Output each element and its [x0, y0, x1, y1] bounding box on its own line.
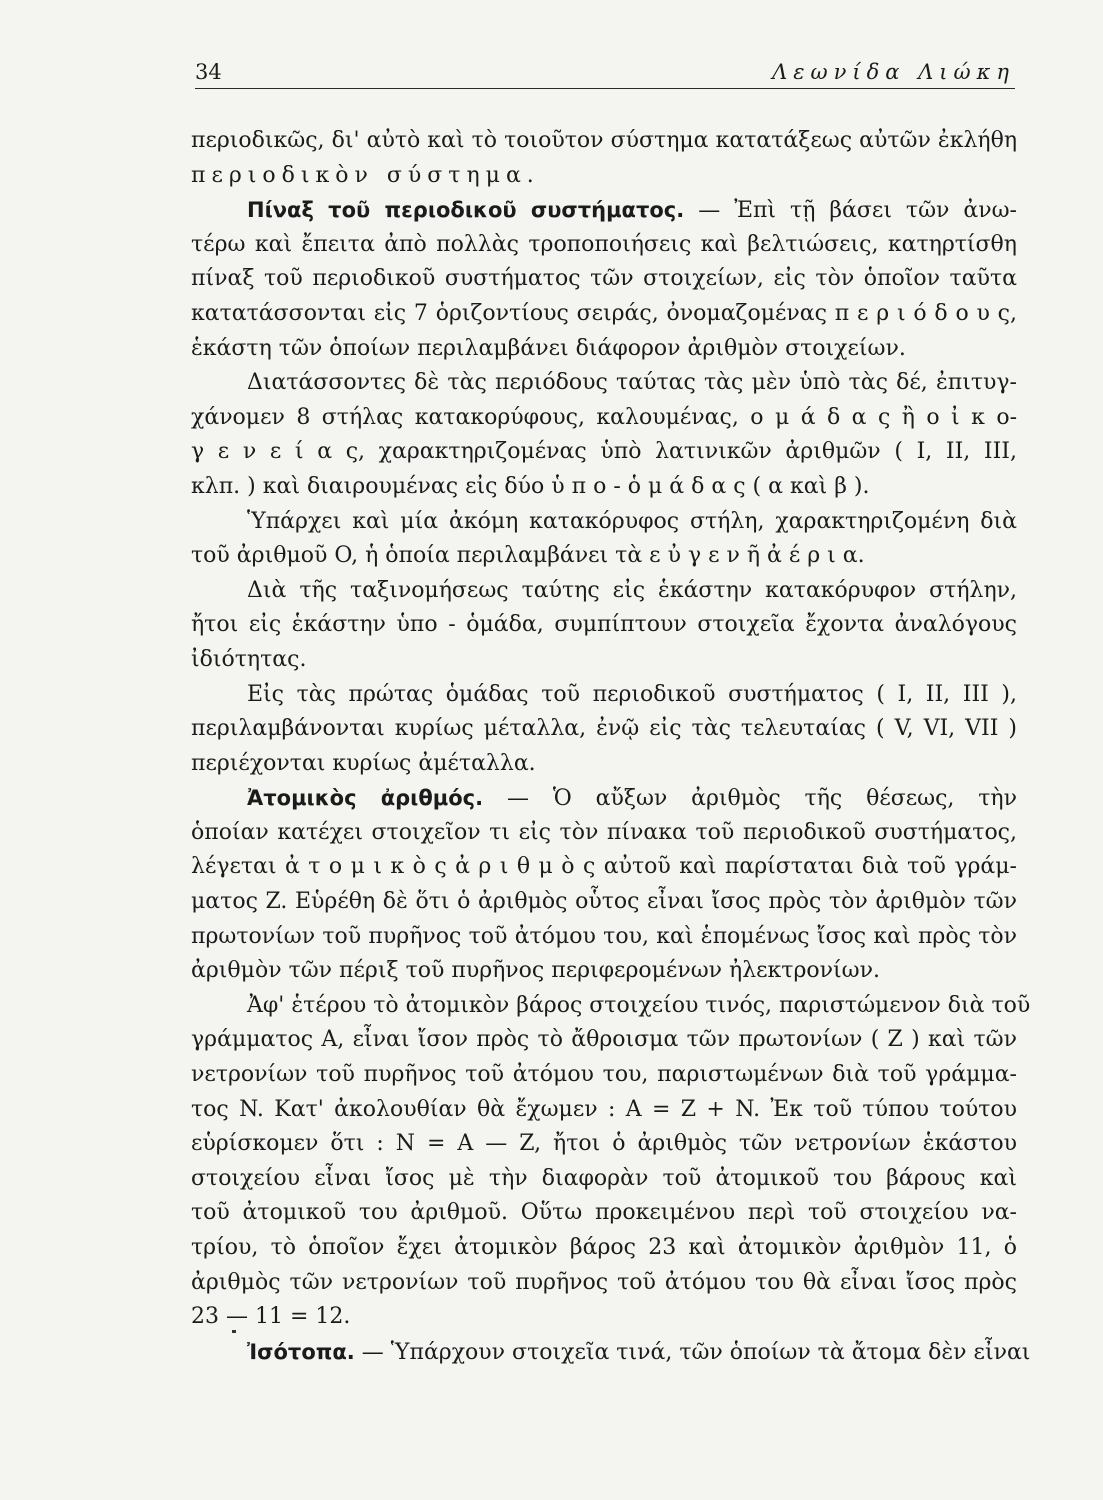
line-text: εὑρίσκομεν ὅτι : N = A — Z, ἤτοι ὁ ἀριθμὸς τῶν νετρονίων ἑκάστου: [191, 1131, 1017, 1157]
text-line: [191, 159, 1017, 194]
text-line: [191, 850, 1017, 885]
line-text: ἑκάστη τῶν ὁποίων περιλαμβάνει διάφορον ἀριθμὸν στοιχείων.: [191, 335, 906, 361]
text-line: [191, 401, 1017, 436]
text-line: [191, 366, 1017, 401]
text-line: [191, 193, 1017, 228]
text-line: [191, 262, 1017, 297]
line-text: ἀριθμὸς τῶν νετρονίων τοῦ πυρῆνος τοῦ ἀτόμου του θὰ εἶναι ἴσος πρὸς: [191, 1269, 1017, 1295]
line-text: κατατάσσονται εἰς 7 ὁριζοντίους σειράς, ὀνομαζομένας π ε ρ ι ό δ ο υ ς,: [191, 300, 1017, 326]
line-text: — Ὑπάρχουν στοιχεῖα τινά, τῶν ὁποίων τὰ ἄτομα δὲν εἶναι: [354, 1339, 1031, 1365]
line-text: γ ε ν ε ί α ς, χαρακτηριζομένας ὑπὸ λατινικῶν ἀριθμῶν ( I, II, III,: [191, 439, 1017, 465]
text-line: [191, 1335, 1031, 1370]
text-line: [191, 1162, 1017, 1197]
line-text: — Ὁ αὔξων ἀριθμὸς τῆς θέσεως, τὴν: [483, 786, 1017, 812]
text-line: [191, 1196, 1017, 1231]
text-line: [191, 816, 1017, 851]
line-text: περιοδικὸν σύστημα.: [191, 162, 540, 188]
text-line: [191, 608, 1017, 643]
body-text: [191, 124, 1031, 1369]
page-number: 34: [195, 60, 222, 84]
line-text: 23 — 11 = 12.: [191, 1304, 351, 1330]
text-line: [191, 505, 1017, 540]
line-text: περιλαμβάνονται κυρίως μέταλλα, ἐνῷ εἰς τὰς τελευταίας ( V, VI, VII ): [191, 716, 1017, 742]
line-text: τέρω καὶ ἔπειτα ἀπὸ πολλὰς τροποποιήσεις καὶ βελτιώσεις, κατηρτίσθη: [191, 231, 1017, 257]
section-heading: Ἰσότοπα.: [247, 1339, 355, 1364]
line-text: περιέχονται κυρίως ἀμέταλλα.: [191, 750, 536, 776]
text-line: [191, 470, 1017, 505]
line-text: τος N. Κατ' ἀκολουθίαν θὰ ἔχωμεν : A = Z + N. Ἐκ τοῦ τύπου τούτου: [191, 1096, 1017, 1122]
line-text: τοῦ ἀριθμοῦ O, ἡ ὁποία περιλαμβάνει τὰ ε ὐ γ ε ν ῆ ἀ έ ρ ι α.: [191, 543, 865, 569]
line-text: Διατάσσοντες δὲ τὰς περιόδους ταύτας τὰς μὲν ὑπὸ τὰς δέ, ἐπιτυγ-: [247, 370, 1017, 396]
line-text: — Ἐπὶ τῇ βάσει τῶν ἀνω-: [684, 198, 1017, 224]
text-line: [191, 1093, 1017, 1128]
text-line: [191, 747, 1017, 782]
text-line: [191, 885, 1017, 920]
line-text: τοῦ ἀτομικοῦ του ἀριθμοῦ. Οὕτω προκειμένου περὶ τοῦ στοιχείου να-: [191, 1200, 1017, 1226]
text-line: [191, 1300, 1017, 1335]
line-text: ἰδιότητας.: [191, 646, 307, 672]
line-text: πρωτονίων τοῦ πυρῆνος τοῦ ἀτόμου του, καὶ ἑπομένως ἴσος καὶ πρὸς τὸν: [191, 923, 1017, 949]
text-line: [191, 539, 1017, 574]
line-text: Εἰς τὰς πρώτας ὁμάδας τοῦ περιοδικοῦ συστήματος ( I, II, III ),: [247, 681, 1017, 707]
text-line: [191, 1266, 1017, 1301]
line-text: ματος Z. Εὑρέθη δὲ ὅτι ὁ ἀριθμὸς οὗτος εἶναι ἴσος πρὸς τὸν ἀριθμὸν τῶν: [191, 889, 1017, 915]
line-text: νετρονίων τοῦ πυρῆνος τοῦ ἀτόμου του, παριστωμένων διὰ τοῦ γράμμα-: [191, 1062, 1017, 1088]
line-text: πίναξ τοῦ περιοδικοῦ συστήματος τῶν στοιχείων, εἰς τὸν ὁποῖον ταῦτα: [191, 266, 1017, 292]
text-line: [191, 435, 1017, 470]
text-line: [191, 712, 1017, 747]
text-line: [191, 1127, 1017, 1162]
text-line: [191, 574, 1017, 609]
section-heading: Ἀτομικὸς ἀριθμός.: [247, 786, 484, 811]
text-line: [191, 1058, 1017, 1093]
text-line: [191, 781, 1017, 816]
line-text: ἀριθμὸν τῶν πέριξ τοῦ πυρῆνος περιφερομένων ἠλεκτρονίων.: [191, 958, 880, 984]
text-line: [191, 228, 1017, 263]
line-text: ἤτοι εἰς ἑκάστην ὑπο - ὁμάδα, συμπίπτουν στοιχεῖα ἔχοντα ἀναλόγους: [191, 612, 1017, 638]
text-line: [191, 297, 1017, 332]
line-text: στοιχείου εἶναι ἴσος μὲ τὴν διαφορὰν τοῦ ἀτομικοῦ του βάρους καὶ: [191, 1165, 1017, 1191]
page-header: [195, 54, 1015, 89]
line-text: γράμματος A, εἶναι ἴσον πρὸς τὸ ἄθροισμα τῶν πρωτονίων ( Z ) καὶ τῶν: [191, 1027, 1017, 1053]
text-line: [191, 1231, 1017, 1266]
line-text: Ὑπάρχει καὶ μία ἀκόμη κατακόρυφος στήλη, χαρακτηριζομένη διὰ: [247, 508, 1017, 534]
line-text: κλπ. ) καὶ διαιρουμένας εἰς δύο ὑ π ο - ὁ μ ά δ α ς ( α καὶ β ).: [191, 473, 870, 499]
line-text: τρίου, τὸ ὁποῖον ἔχει ἀτομικὸν βάρος 23 καὶ ἀτομικὸν ἀριθμὸν 11, ὁ: [191, 1235, 1017, 1260]
running-head: Λεωνίδα Λιώκη: [772, 60, 1015, 84]
text-line: [191, 989, 1031, 1024]
text-line: [191, 678, 1017, 713]
line-text: Διὰ τῆς ταξινομήσεως ταύτης εἰς ἑκάστην κατακόρυφον στήλην,: [247, 577, 1017, 603]
text-line: [191, 954, 1017, 989]
line-text: Ἀφ' ἑτέρου τὸ ἀτομικὸν βάρος στοιχείου τινός, παριστώμενον διὰ τοῦ: [247, 992, 1031, 1018]
text-line: [191, 643, 1017, 678]
line-text: χάνομεν 8 στήλας κατακορύφους, καλουμένας, ο μ ά δ α ς ἢ ο ἰ κ ο-: [191, 404, 1017, 430]
text-line: [191, 920, 1017, 955]
line-text: ὁποίαν κατέχει στοιχεῖον τι εἰς τὸν πίνακα τοῦ περιοδικοῦ συστήματος,: [191, 819, 1017, 845]
line-text: περιοδικῶς, δι' αὐτὸ καὶ τὸ τοιοῦτον σύστημα κατατάξεως αὐτῶν ἐκλήθη: [191, 128, 1017, 153]
line-text: λέγεται ἀ τ ο μ ι κ ὸ ς ἀ ρ ι θ μ ὸ ς αὐτοῦ καὶ παρίσταται διὰ τοῦ γράμ-: [191, 854, 1017, 880]
text-line: [191, 332, 1017, 367]
text-line: [191, 1023, 1017, 1058]
margin-mark: [232, 1330, 236, 1333]
text-line: [191, 124, 1017, 159]
section-heading: Πίναξ τοῦ περιοδικοῦ συστήματος.: [247, 198, 685, 223]
